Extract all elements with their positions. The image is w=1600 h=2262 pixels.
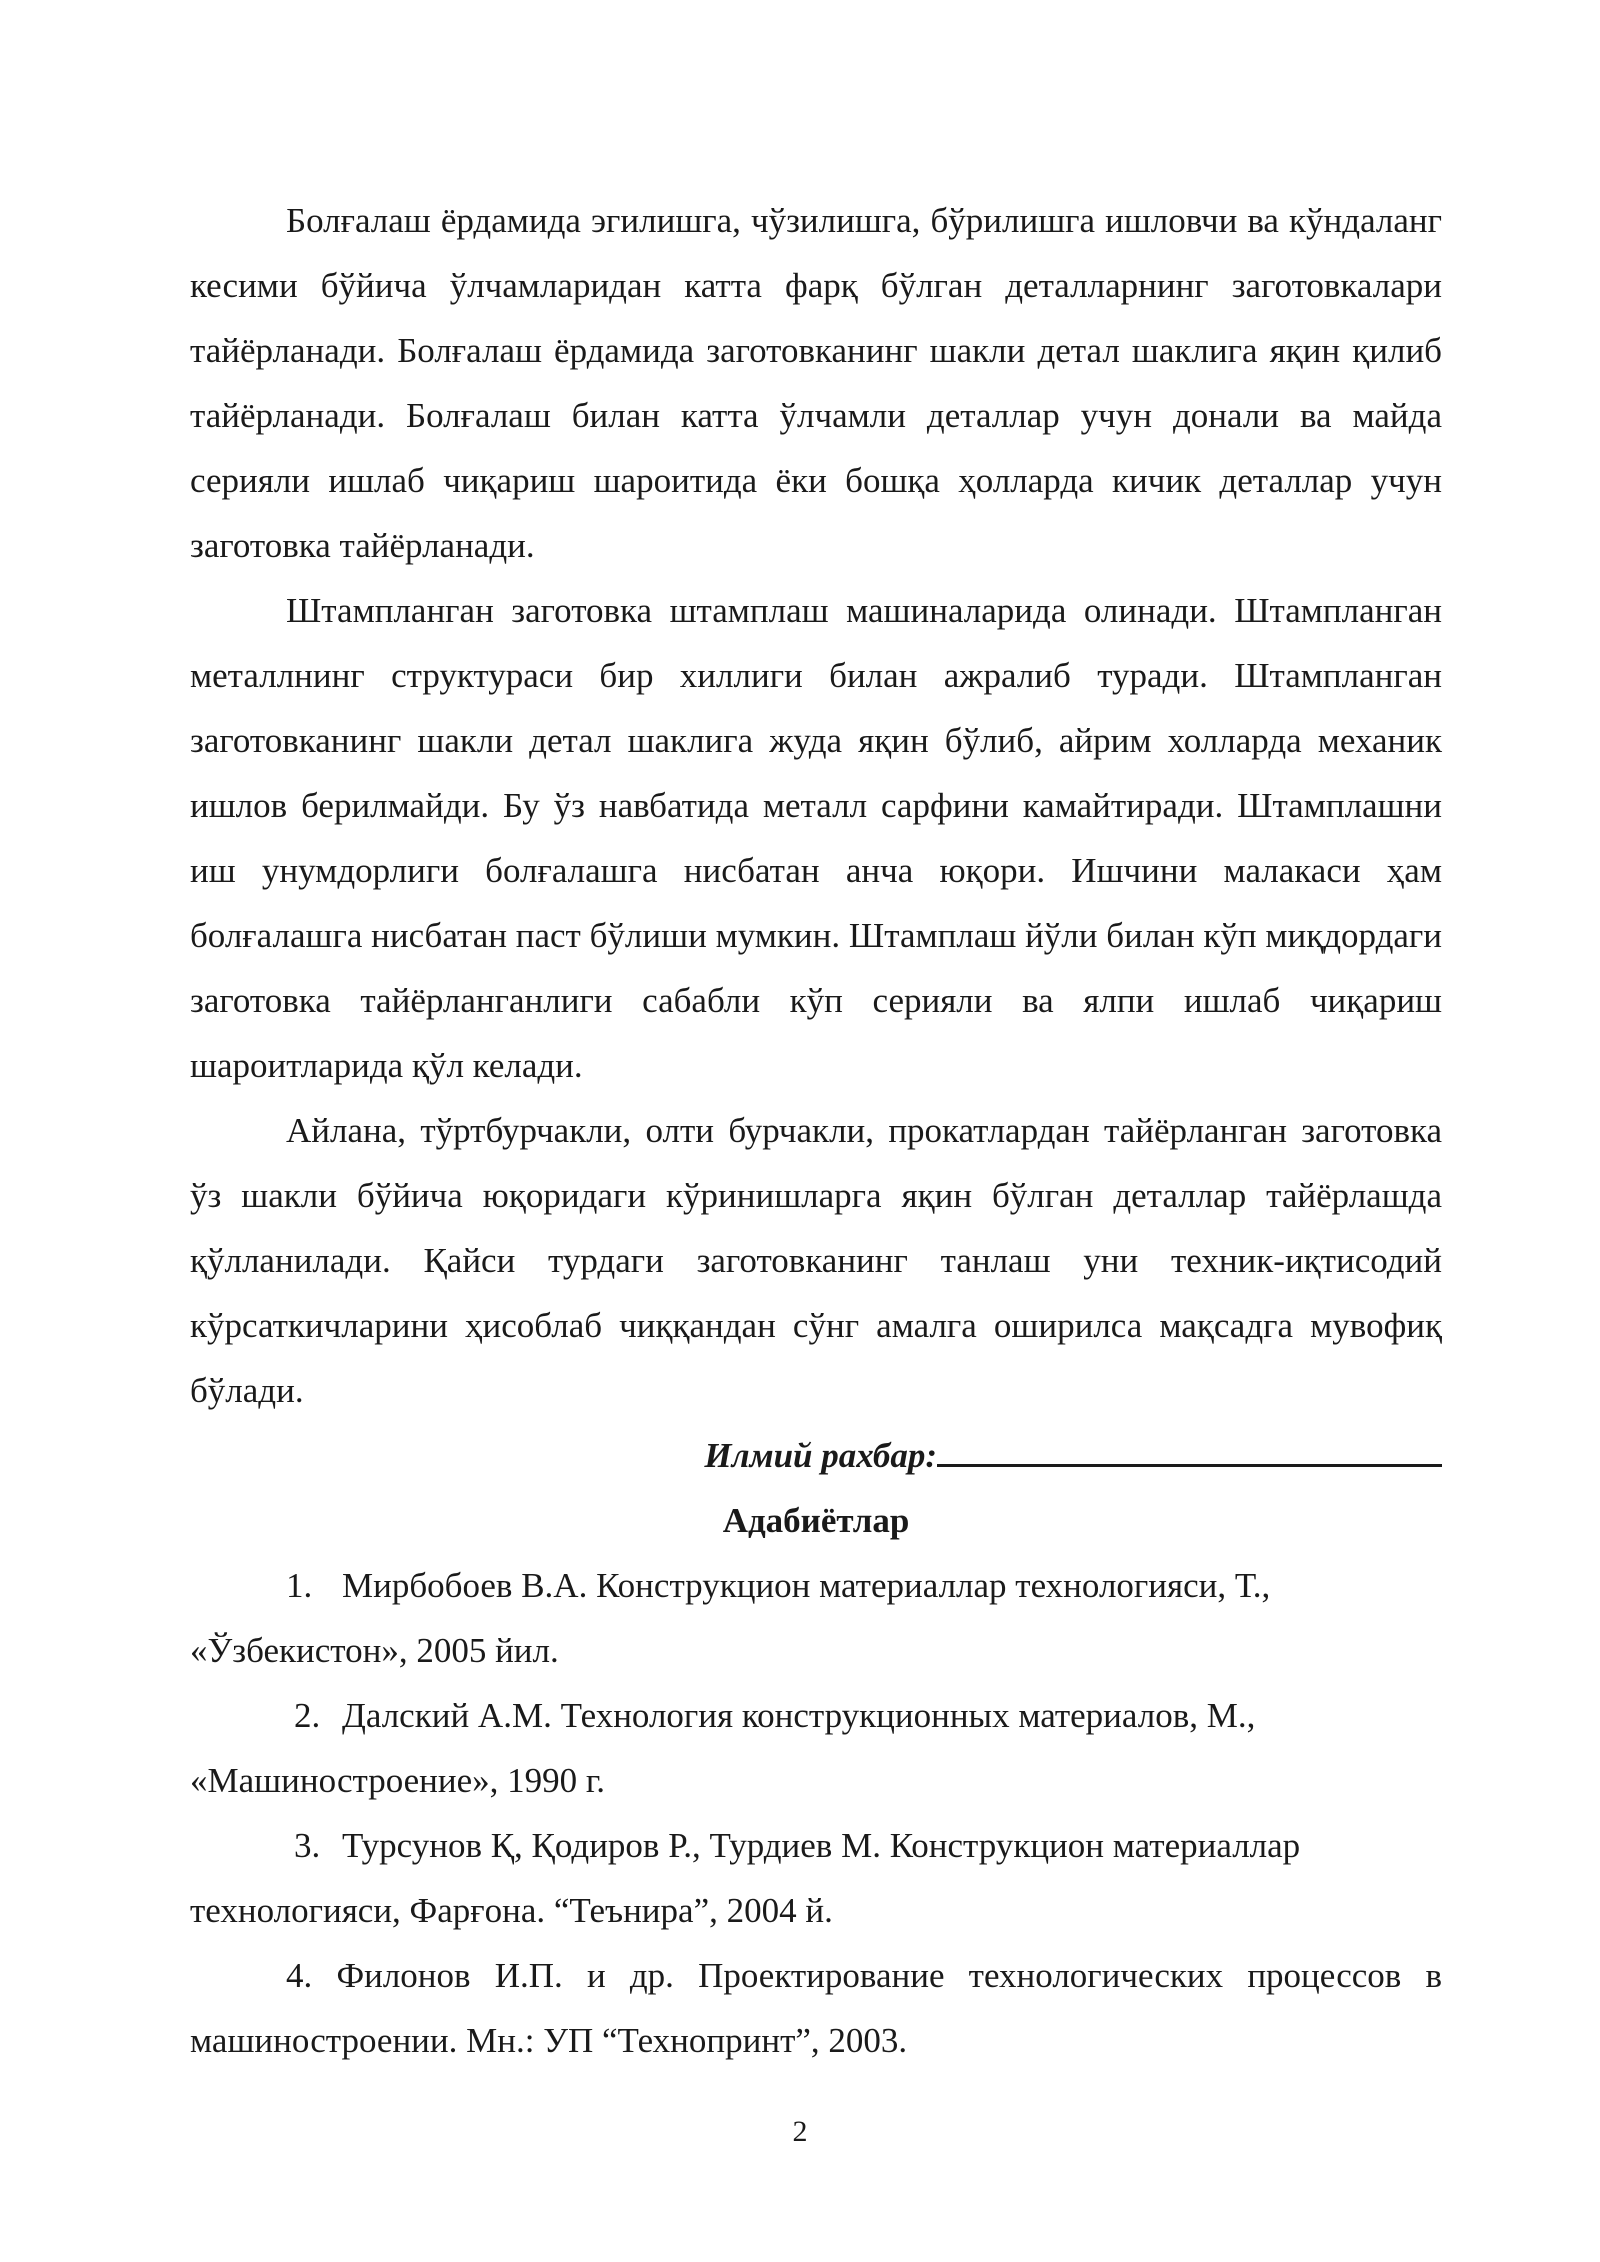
reference-item-2 (190, 1683, 1442, 1813)
reference-text: Турсунов Қ, Қодиров Р., Турдиев М. Конструкцион материаллар (342, 1826, 1301, 1865)
paragraph-forging: Болғалаш ёрдамида эгилишга, чўзилишга, бўрилишга ишловчи ва кўндаланг кесими бўйича ўлчамларидан катта фарқ бўлган деталларнинг заготовкалари тайёрланади. Болғалаш ёрдамида заготовканинг шакли детал шаклига яқин қилиб тайёрланади. Болғалаш билан катта ўлчамли деталлар учун донали ва майда серияли ишлаб чиқариш шароитида ёки бошқа ҳолларда кичик деталлар учун заготовка тайёрланади. (190, 201, 1442, 565)
reference-number: 1. (286, 1566, 313, 1605)
supervisor-label: Илмий рахбар: (704, 1436, 937, 1475)
reference-item-4 (190, 1943, 1442, 2073)
reference-number: 2. (294, 1696, 321, 1735)
reference-text: Филонов И.П. и др. Проектирование технологических процессов в машиностроении. Мн.: УП “Технопринт”, 2003. (190, 1956, 1442, 2060)
page-number: 2 (792, 2115, 808, 2148)
reference-text: Далский А.М. Технология конструкционных материалов, М., (342, 1696, 1256, 1735)
document-body (190, 188, 1442, 2073)
supervisor-signature-line (190, 1423, 1442, 1488)
references-heading: Адабиётлар (722, 1501, 910, 1540)
paragraph-stamping: Штампланган заготовка штамплаш машиналарида олинади. Штампланган металлнинг структураси бир хиллиги билан ажралиб туради. Штампланган заготовканинг шакли детал шаклига жуда яқин бўлиб, айрим холларда механик ишлов берилмайди. Бу ўз навбатида металл сарфини камайтиради. Штамплашни иш унумдорлиги болғалашга нисбатан анча юқори. Ишчини малакаси ҳам болғалашга нисбатан паст бўлиши мумкин. Штамплаш йўли билан кўп миқдордаги заготовка тайёрланганлиги сабабли кўп серияли ва ялпи ишлаб чиқариш шароитларида қўл келади. (190, 591, 1442, 1085)
reference-text-continued: «Ўзбекистон», 2005 йил. (190, 1631, 559, 1670)
paragraph-rolled-stock: Айлана, тўртбурчакли, олти бурчакли, прокатлардан тайёрланган заготовка ўз шакли бўйича юқоридаги кўринишларга яқин бўлган деталлар тайёрлашда қўлланилади. Қайси турдаги заготовканинг танлаш уни техник-иқтисодий кўрсаткичларини ҳисоблаб чиққандан сўнг амалга оширилса мақсадга мувофиқ бўлади. (190, 1111, 1442, 1410)
reference-text-continued: технологияси, Фарғона. “Теънира”, 2004 й. (190, 1891, 833, 1930)
reference-text: Мирбобоев В.А. Конструкцион материаллар технологияси, Т., (342, 1566, 1271, 1605)
reference-item-1 (190, 1553, 1442, 1683)
signature-blank (937, 1434, 1442, 1467)
reference-number: 4. (286, 1956, 313, 1995)
reference-number: 3. (294, 1826, 321, 1865)
reference-item-3 (190, 1813, 1442, 1943)
reference-text-continued: «Машиностроение», 1990 г. (190, 1761, 606, 1800)
